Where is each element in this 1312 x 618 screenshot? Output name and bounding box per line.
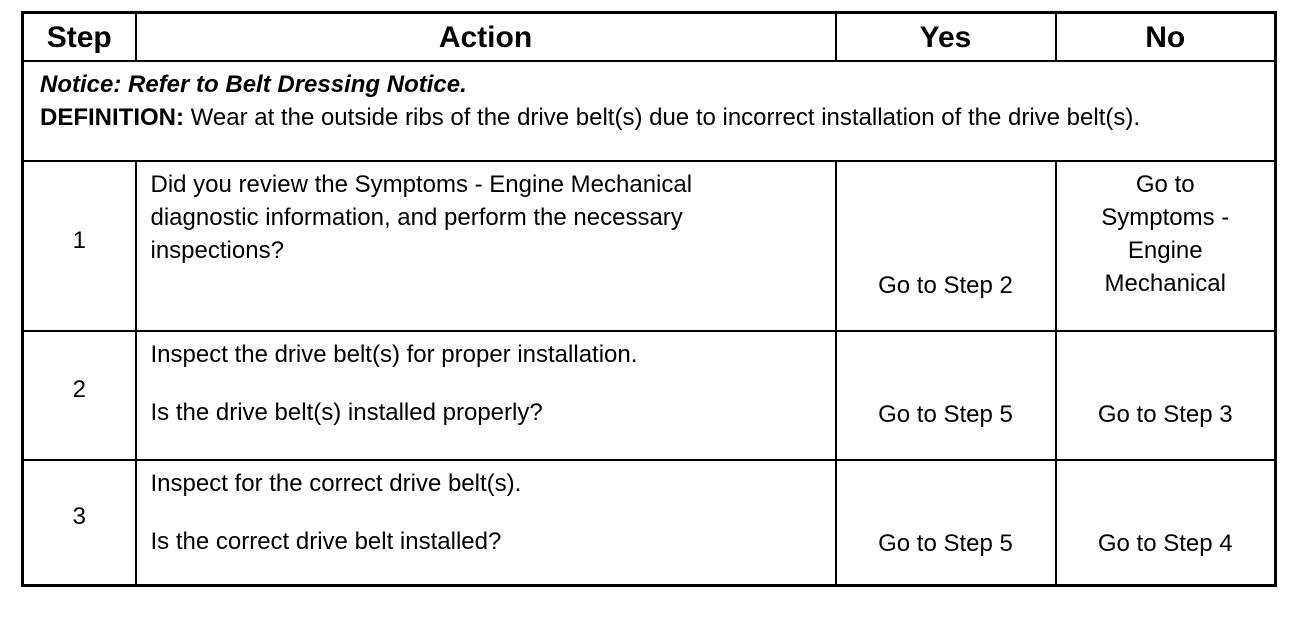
no-result: Go to Step 3 [1097,401,1233,428]
no-cell [1056,331,1276,460]
action-instruction: Inspect for the correct drive belt(s). [150,470,522,497]
header-step: Step [23,13,136,62]
no-line: Go to [1135,171,1195,198]
definition-label: DEFINITION: [40,104,184,131]
yes-cell [836,161,1056,331]
action-cell [136,331,836,460]
no-result: Go to Step 4 [1097,530,1233,557]
table-row [23,460,1276,586]
yes-result: Go to Step 5 [878,530,1013,557]
action-cell [136,161,836,331]
action-question: Is the drive belt(s) installed properly? [150,399,543,426]
definition-text: Wear at the outside ribs of the drive belt(s) due to incorrect installation of the drive belt(s). [184,104,1141,131]
no-cell [1056,460,1276,586]
action-cell [136,460,836,586]
no-line: Symptoms - [1101,204,1230,231]
yes-result: Go to Step 5 [878,401,1013,428]
action-line: Did you review the Symptoms - Engine Mechanical [150,171,693,198]
action-line: inspections? [150,237,284,264]
notice-text: Notice: Refer to Belt Dressing Notice. [40,71,467,98]
header-no: No [1056,13,1276,62]
notice-row [23,61,1276,161]
diagnostic-table [21,11,1277,587]
no-cell [1056,161,1276,331]
header-yes: Yes [836,13,1056,62]
notice-cell [23,61,1276,161]
yes-cell [836,460,1056,586]
definition [40,101,1260,134]
step-number: 2 [23,331,136,460]
step-number: 3 [23,460,136,586]
table-row [23,331,1276,460]
no-line: Mechanical [1104,270,1226,297]
step-number: 1 [23,161,136,331]
yes-result: Go to Step 2 [878,272,1013,299]
table-row [23,161,1276,331]
action-line: diagnostic information, and perform the necessary [150,204,683,231]
header-row [23,13,1276,62]
action-instruction: Inspect the drive belt(s) for proper installation. [150,341,638,368]
action-question: Is the correct drive belt installed? [150,528,502,555]
yes-cell [836,331,1056,460]
header-action: Action [136,13,836,62]
no-line: Engine [1127,237,1203,264]
